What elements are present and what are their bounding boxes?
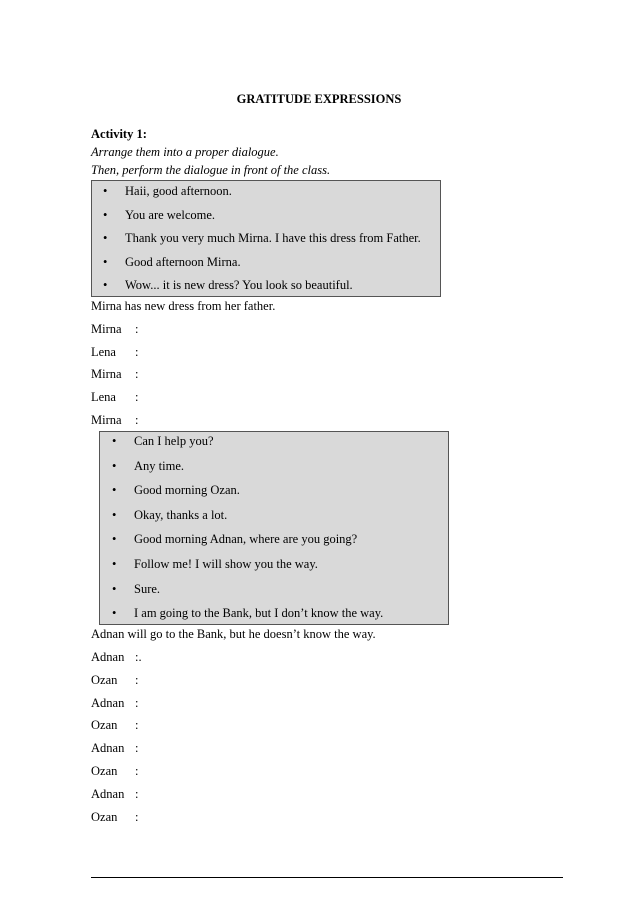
speaker-name: Mirna xyxy=(91,322,122,336)
bullet-text: You are welcome. xyxy=(125,207,216,222)
answer-colon: : xyxy=(135,809,139,824)
bullet-icon: • xyxy=(112,434,117,448)
bullet-icon: • xyxy=(103,278,108,292)
page-title: GRATITUDE EXPRESSIONS xyxy=(236,92,402,106)
bullet-text: Thank you very much Mirna. I have this dress from Father. xyxy=(125,231,421,245)
answer-colon: : xyxy=(135,764,139,778)
speaker-name: Adnan xyxy=(91,741,125,756)
instruction-line-2: Then, perform the dialogue in front of the class. xyxy=(91,163,331,177)
bullet-text: Can I help you? xyxy=(134,434,214,448)
activity-label: Activity 1: xyxy=(91,127,147,141)
bullet-text: Haii, good afternoon. xyxy=(125,184,232,198)
speaker-name: Adnan xyxy=(91,650,125,664)
answer-colon: : xyxy=(135,718,139,733)
bullet-icon: • xyxy=(112,532,117,547)
answer-colon: :. xyxy=(135,650,142,664)
bullet-icon: • xyxy=(112,606,117,621)
answer-colon: : xyxy=(135,741,139,756)
speaker-name: Lena xyxy=(91,390,116,405)
bullet-icon: • xyxy=(112,507,117,522)
answer-colon: : xyxy=(135,344,139,359)
expressions-box-1 xyxy=(91,180,441,297)
bullet-icon: • xyxy=(112,483,117,498)
answer-colon: : xyxy=(135,322,139,336)
answer-colon: : xyxy=(135,412,139,427)
bullet-icon: • xyxy=(103,231,108,245)
answer-colon: : xyxy=(135,367,139,382)
scene-description-2: Adnan will go to the Bank, but he doesn’t know the way. xyxy=(91,627,376,641)
bullet-text: Good morning Adnan, where are you going? xyxy=(134,532,358,547)
speaker-name: Ozan xyxy=(91,809,118,824)
scene-description-1: Mirna has new dress from her father. xyxy=(91,299,276,313)
bullet-text: Sure. xyxy=(134,581,161,596)
bullet-icon: • xyxy=(112,557,117,571)
bullet-text: Any time. xyxy=(134,458,184,473)
speaker-name: Mirna xyxy=(91,367,122,382)
bullet-icon: • xyxy=(112,581,117,596)
bullet-icon: • xyxy=(103,184,108,198)
speaker-name: Adnan xyxy=(91,786,125,801)
bullet-text: Good morning Ozan. xyxy=(134,483,240,498)
instruction-line-1: Arrange them into a proper dialogue. xyxy=(91,145,279,159)
bullet-text: Okay, thanks a lot. xyxy=(134,507,228,522)
answer-colon: : xyxy=(135,672,139,687)
bullet-icon: • xyxy=(103,254,108,269)
footer-rule xyxy=(91,877,563,878)
bullet-text: Wow... it is new dress? You look so beautiful. xyxy=(125,278,353,292)
bullet-text: Good afternoon Mirna. xyxy=(125,254,241,269)
bullet-text: Follow me! I will show you the way. xyxy=(134,557,318,571)
speaker-name: Ozan xyxy=(91,718,118,733)
speaker-name: Ozan xyxy=(91,672,118,687)
speaker-name: Ozan xyxy=(91,764,118,778)
answer-colon: : xyxy=(135,390,139,405)
bullet-icon: • xyxy=(103,207,108,222)
speaker-name: Mirna xyxy=(91,412,122,427)
answer-colon: : xyxy=(135,786,139,801)
bullet-text: I am going to the Bank, but I don’t know the way. xyxy=(134,606,384,621)
expressions-box-2 xyxy=(99,431,449,625)
speaker-name: Lena xyxy=(91,344,116,359)
speaker-name: Adnan xyxy=(91,695,125,710)
bullet-icon: • xyxy=(112,458,117,473)
answer-colon: : xyxy=(135,695,139,710)
